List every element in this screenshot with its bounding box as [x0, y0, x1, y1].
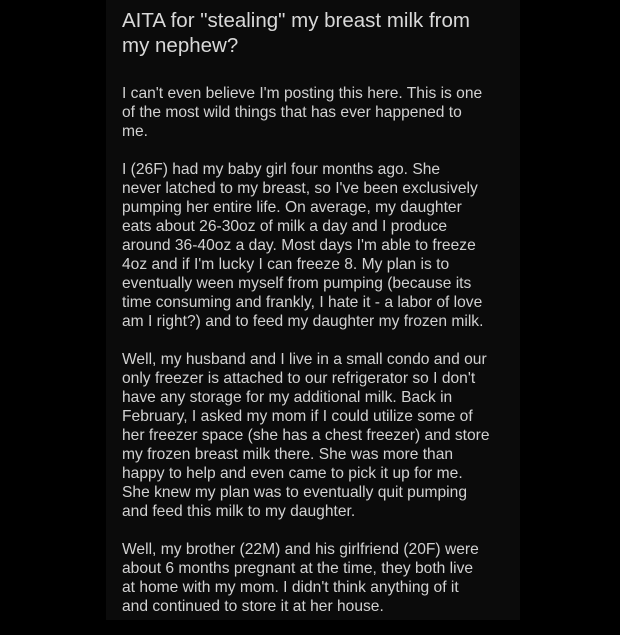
text-line: and continued to store it at her house.	[122, 598, 384, 615]
text-line: my frozen breast milk there. She was more than	[122, 446, 454, 463]
title-line: AITA for "stealing" my breast milk from	[122, 9, 470, 32]
paragraph-intro	[122, 84, 512, 141]
paragraph-storage	[122, 350, 512, 521]
post-title	[122, 8, 512, 58]
text-line: her freezer space (she has a chest freezer) and store	[122, 427, 490, 444]
text-line: about 6 months pregnant at the time, they both live	[122, 560, 474, 577]
paragraph-background	[122, 160, 512, 331]
text-line: never latched to my breast, so I've been exclusively	[122, 180, 478, 197]
text-line: me.	[122, 123, 148, 140]
text-line: pumping her entire life. On average, my daughter	[122, 199, 462, 216]
text-line: am I right?) and to feed my daughter my frozen milk.	[122, 313, 484, 330]
text-line: of the most wild things that has ever happened to	[122, 104, 462, 121]
text-line: time consuming and frankly, I hate it - a labor of love	[122, 294, 483, 311]
text-line: around 36-40oz a day. Most days I'm able to freeze	[122, 237, 476, 254]
text-line: 4oz and if I'm lucky I can freeze 8. My plan is to	[122, 256, 450, 273]
text-line: Well, my husband and I live in a small condo and our	[122, 351, 487, 368]
text-line: She knew my plan was to eventually quit pumping	[122, 484, 467, 501]
text-line: happy to help and even came to pick it up for me.	[122, 465, 463, 482]
paragraph-brother	[122, 540, 512, 616]
text-line: Well, my brother (22M) and his girlfriend (20F) were	[122, 541, 479, 558]
text-line: at home with my mom. I didn't think anything of it	[122, 579, 459, 596]
text-line: and feed this milk to my daughter.	[122, 503, 356, 520]
post	[122, 8, 512, 635]
text-line: I (26F) had my baby girl four months ago. She	[122, 161, 441, 178]
text-line: I can't even believe I'm posting this here. This is one	[122, 85, 483, 102]
title-line: my nephew?	[122, 34, 239, 57]
post-body	[122, 84, 512, 616]
text-line: only freezer is attached to our refrigerator so I don't	[122, 370, 476, 387]
text-line: February, I asked my mom if I could utilize some of	[122, 408, 473, 425]
text-line: eats about 26-30oz of milk a day and I produce	[122, 218, 448, 235]
text-line: eventually ween myself from pumping (because its	[122, 275, 472, 292]
text-line: have any storage for my additional milk. Back in	[122, 389, 453, 406]
